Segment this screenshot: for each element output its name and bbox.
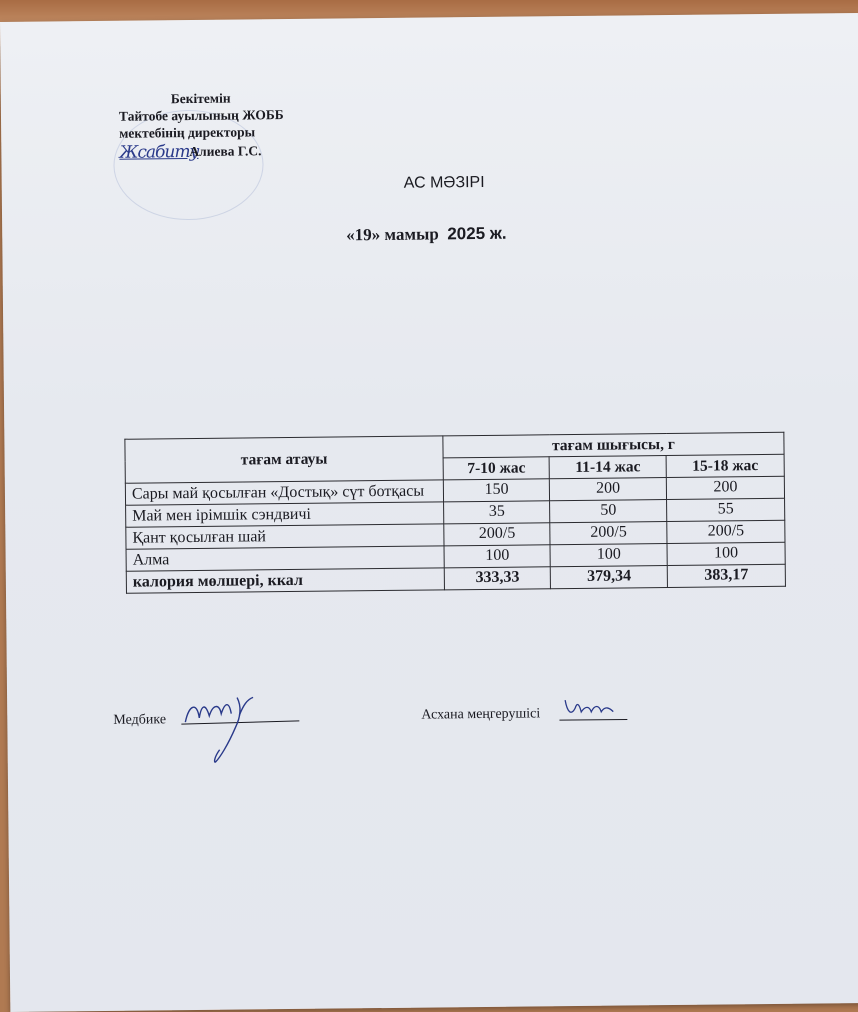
header-dish-name: тағам атауы xyxy=(125,436,443,483)
header-age-1: 7-10 жас xyxy=(443,457,550,480)
director-name: Алиева Г.С. xyxy=(189,143,262,160)
dish-name: Қант қосылған шай xyxy=(126,524,444,549)
approval-line-3: мектебінің директоры xyxy=(119,124,256,141)
dish-value: 35 xyxy=(444,501,551,524)
nurse-signature xyxy=(179,695,310,766)
total-value: 333,33 xyxy=(444,567,551,590)
document-page xyxy=(0,13,858,1012)
nurse-label: Медбике xyxy=(113,712,167,728)
date-day: «19» xyxy=(346,225,381,245)
chef-signature xyxy=(559,693,629,724)
dish-value: 150 xyxy=(443,479,550,502)
dish-name: Алма xyxy=(126,546,444,571)
header-output: тағам шығысы, г xyxy=(443,432,784,458)
header-age-2: 11-14 жас xyxy=(549,456,666,479)
approval-line-1: Бекітемін xyxy=(170,90,231,107)
dish-name: Май мен ірімшік сэндвичі xyxy=(126,502,444,527)
total-label: калория мөлшері, ккал xyxy=(126,568,444,593)
chef-label: Асхана меңгерушісі xyxy=(421,706,541,723)
total-value: 383,17 xyxy=(667,564,785,587)
dish-name: Сары май қосылған «Достық» сүт ботқасы xyxy=(125,480,443,505)
menu-table xyxy=(124,432,786,594)
document-title: АС МӘЗІРІ xyxy=(403,173,485,192)
dish-value: 100 xyxy=(550,544,667,567)
date-month: мамыр xyxy=(384,224,439,244)
dish-value: 100 xyxy=(667,542,785,565)
dish-value: 200/5 xyxy=(667,520,785,543)
director-signature: Жсабиту xyxy=(119,141,199,163)
dish-value: 200/5 xyxy=(444,523,551,546)
total-value: 379,34 xyxy=(551,566,668,589)
document-date xyxy=(346,224,507,246)
dish-value: 55 xyxy=(667,498,785,521)
dish-value: 50 xyxy=(550,500,667,523)
approval-line-2: Тайтобе ауылының ЖОББ xyxy=(118,107,284,124)
date-year: 2025 ж. xyxy=(447,223,507,244)
header-age-3: 15-18 жас xyxy=(666,454,784,477)
dish-value: 100 xyxy=(444,545,551,568)
approval-block xyxy=(119,88,350,141)
dish-value: 200 xyxy=(550,478,667,501)
dish-value: 200/5 xyxy=(550,522,667,545)
dish-value: 200 xyxy=(666,476,784,499)
